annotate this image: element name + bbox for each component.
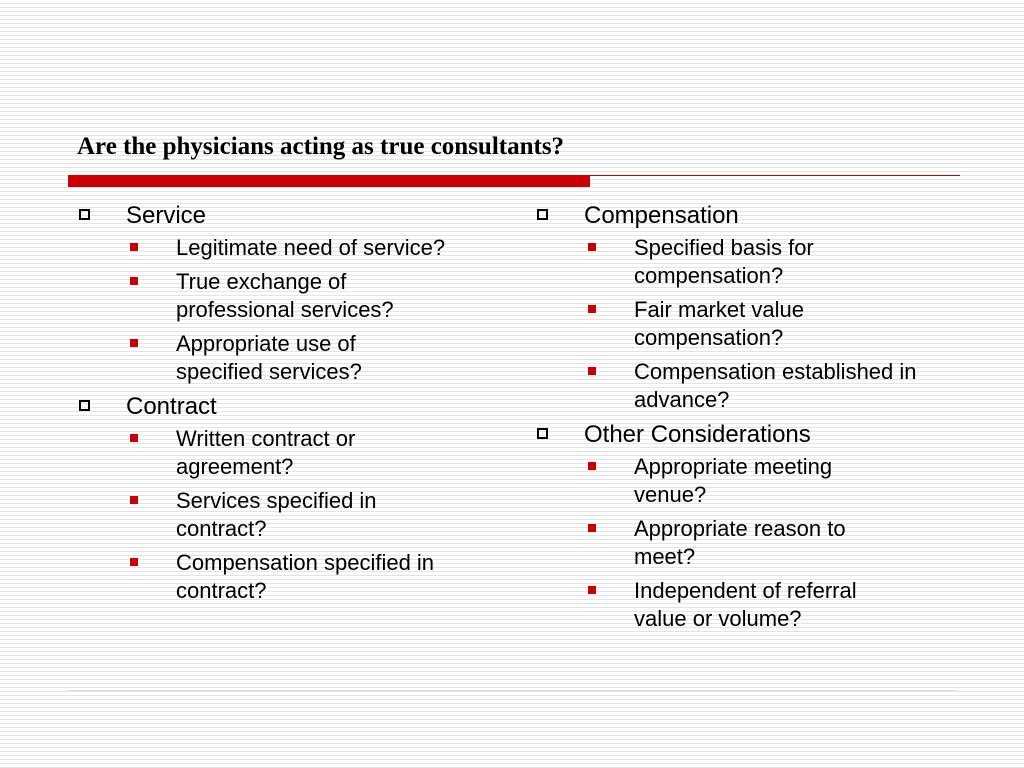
red-square-icon (130, 277, 138, 285)
red-square-icon (588, 243, 596, 251)
list-item-text: Compensation established in advance? (634, 359, 917, 412)
section-heading: Compensation (584, 202, 739, 229)
section-heading: Contract (126, 393, 217, 420)
red-square-icon (588, 367, 596, 375)
list-item-text: Fair market value compensation? (634, 297, 804, 350)
red-square-icon (588, 462, 596, 470)
list-item (536, 453, 869, 509)
section-heading: Other Considerations (584, 421, 811, 448)
title-rule-thin (590, 175, 960, 176)
section-service (78, 201, 518, 386)
left-column (78, 201, 518, 611)
red-square-icon (588, 524, 596, 532)
list-item (536, 296, 849, 352)
list-item (536, 515, 879, 571)
red-square-icon (588, 305, 596, 313)
bottom-rule (68, 690, 956, 691)
list-item-text: Compensation specified in contract? (176, 550, 435, 603)
list-item-text: Appropriate use of specified services? (176, 331, 362, 384)
list-item (78, 549, 486, 605)
list-item-text: Independent of referral value or volume? (634, 578, 857, 631)
section-other-considerations (536, 420, 956, 633)
hollow-square-icon (79, 209, 90, 220)
hollow-square-icon (537, 428, 548, 439)
list-item-text: Written contract or agreement? (176, 426, 356, 479)
list-item-text: Legitimate need of service? (176, 235, 446, 260)
red-square-icon (588, 586, 596, 594)
hollow-square-icon (79, 400, 90, 411)
list-item (536, 234, 849, 290)
section-heading: Service (126, 202, 207, 229)
list-item (78, 487, 406, 543)
list-item-text: Appropriate reason to meet? (634, 516, 846, 569)
list-item (78, 330, 406, 386)
section-compensation (536, 201, 956, 414)
list-item (78, 425, 406, 481)
hollow-square-icon (537, 209, 548, 220)
red-square-icon (130, 496, 138, 504)
list-item (536, 577, 894, 633)
red-square-icon (130, 339, 138, 347)
list-item (78, 234, 518, 262)
red-square-icon (130, 434, 138, 442)
title-rule-thick (68, 175, 590, 187)
right-column (536, 201, 956, 639)
red-square-icon (130, 558, 138, 566)
list-item-text: True exchange of professional services? (176, 269, 394, 322)
list-item-text: Appropriate meeting venue? (634, 454, 833, 507)
list-item-text: Specified basis for compensation? (634, 235, 814, 288)
section-contract (78, 392, 518, 605)
slide-title: Are the physicians acting as true consultants? (77, 133, 565, 160)
list-item (536, 358, 944, 414)
red-square-icon (130, 243, 138, 251)
list-item (78, 268, 406, 324)
list-item-text: Services specified in contract? (176, 488, 377, 541)
